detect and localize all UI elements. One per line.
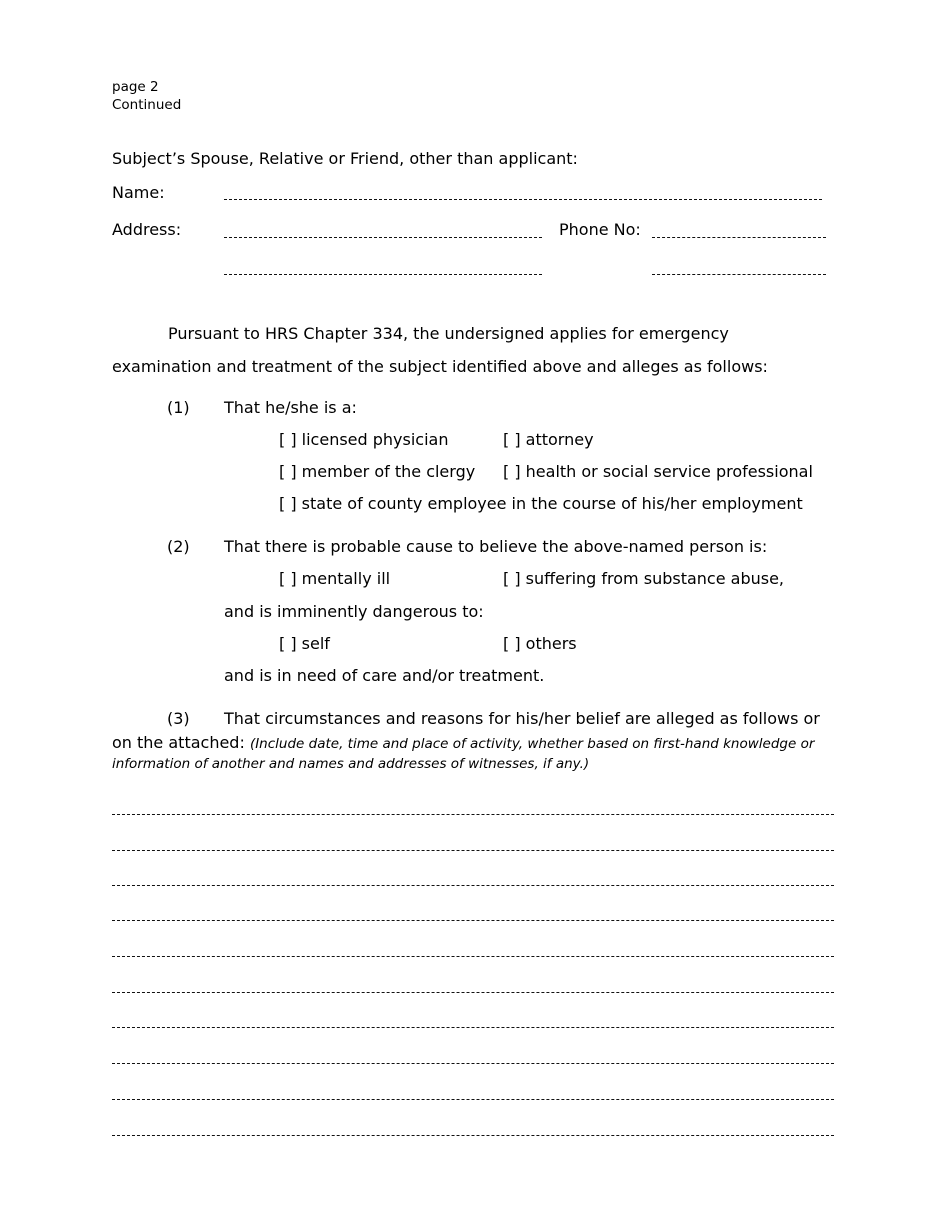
option-health-social-professional[interactable]: [ ] health or social service professional bbox=[503, 462, 813, 481]
intro-line-1: Pursuant to HRS Chapter 334, the undersigned applies for emergency bbox=[168, 324, 729, 343]
continued-label: Continued bbox=[112, 97, 182, 113]
instruction-note-1: (Include date, time and place of activity, whether based on first-hand knowledge or bbox=[249, 736, 815, 752]
need-care-text: and is in need of care and/or treatment. bbox=[224, 666, 545, 685]
section2-text: That there is probable cause to believe the above-named person is: bbox=[224, 537, 768, 556]
name-label: Name: bbox=[112, 183, 165, 202]
contact-heading: Subject’s Spouse, Relative or Friend, other than applicant: bbox=[112, 149, 578, 168]
phone-label: Phone No: bbox=[559, 220, 641, 239]
option-substance-abuse[interactable]: [ ] suffering from substance abuse, bbox=[503, 569, 785, 588]
answer-line-4[interactable] bbox=[112, 920, 834, 921]
answer-line-7[interactable] bbox=[112, 1027, 834, 1028]
dangerous-text: and is imminently dangerous to: bbox=[224, 602, 484, 621]
section3-line-1: That circumstances and reasons for his/her belief are alleged as follows or bbox=[224, 709, 820, 728]
answer-line-5[interactable] bbox=[112, 956, 834, 957]
address-field-line1[interactable] bbox=[224, 237, 542, 238]
answer-line-1[interactable] bbox=[112, 814, 834, 815]
instruction-note-2: information of another and names and addresses of witnesses, if any.) bbox=[112, 756, 590, 772]
phone-field-line1[interactable] bbox=[652, 237, 826, 238]
address-field-line2[interactable] bbox=[224, 274, 542, 275]
section3-number: (3) bbox=[167, 709, 190, 728]
section2-number: (2) bbox=[167, 537, 190, 556]
answer-line-6[interactable] bbox=[112, 992, 834, 993]
phone-field-line2[interactable] bbox=[652, 274, 826, 275]
answer-line-2[interactable] bbox=[112, 850, 834, 851]
option-licensed-physician[interactable]: [ ] licensed physician bbox=[279, 430, 449, 449]
answer-line-9[interactable] bbox=[112, 1099, 834, 1100]
option-clergy[interactable]: [ ] member of the clergy bbox=[279, 462, 476, 481]
section1-text: That he/she is a: bbox=[224, 398, 357, 417]
option-self[interactable]: [ ] self bbox=[279, 634, 330, 653]
option-attorney[interactable]: [ ] attorney bbox=[503, 430, 594, 449]
option-others[interactable]: [ ] others bbox=[503, 634, 577, 653]
answer-line-8[interactable] bbox=[112, 1063, 834, 1064]
answer-line-3[interactable] bbox=[112, 885, 834, 886]
section1-number: (1) bbox=[167, 398, 190, 417]
option-mentally-ill[interactable]: [ ] mentally ill bbox=[279, 569, 391, 588]
answer-line-10[interactable] bbox=[112, 1135, 834, 1136]
name-field[interactable] bbox=[224, 199, 822, 200]
address-label: Address: bbox=[112, 220, 182, 239]
section3-line-2 bbox=[112, 733, 814, 754]
intro-line-2: examination and treatment of the subject identified above and alleges as follows: bbox=[112, 357, 768, 376]
on-attached-text: on the attached: bbox=[112, 733, 250, 752]
option-state-county-employee[interactable]: [ ] state of county employee in the course of his/her employment bbox=[279, 494, 803, 513]
page-number: page 2 bbox=[112, 79, 159, 95]
